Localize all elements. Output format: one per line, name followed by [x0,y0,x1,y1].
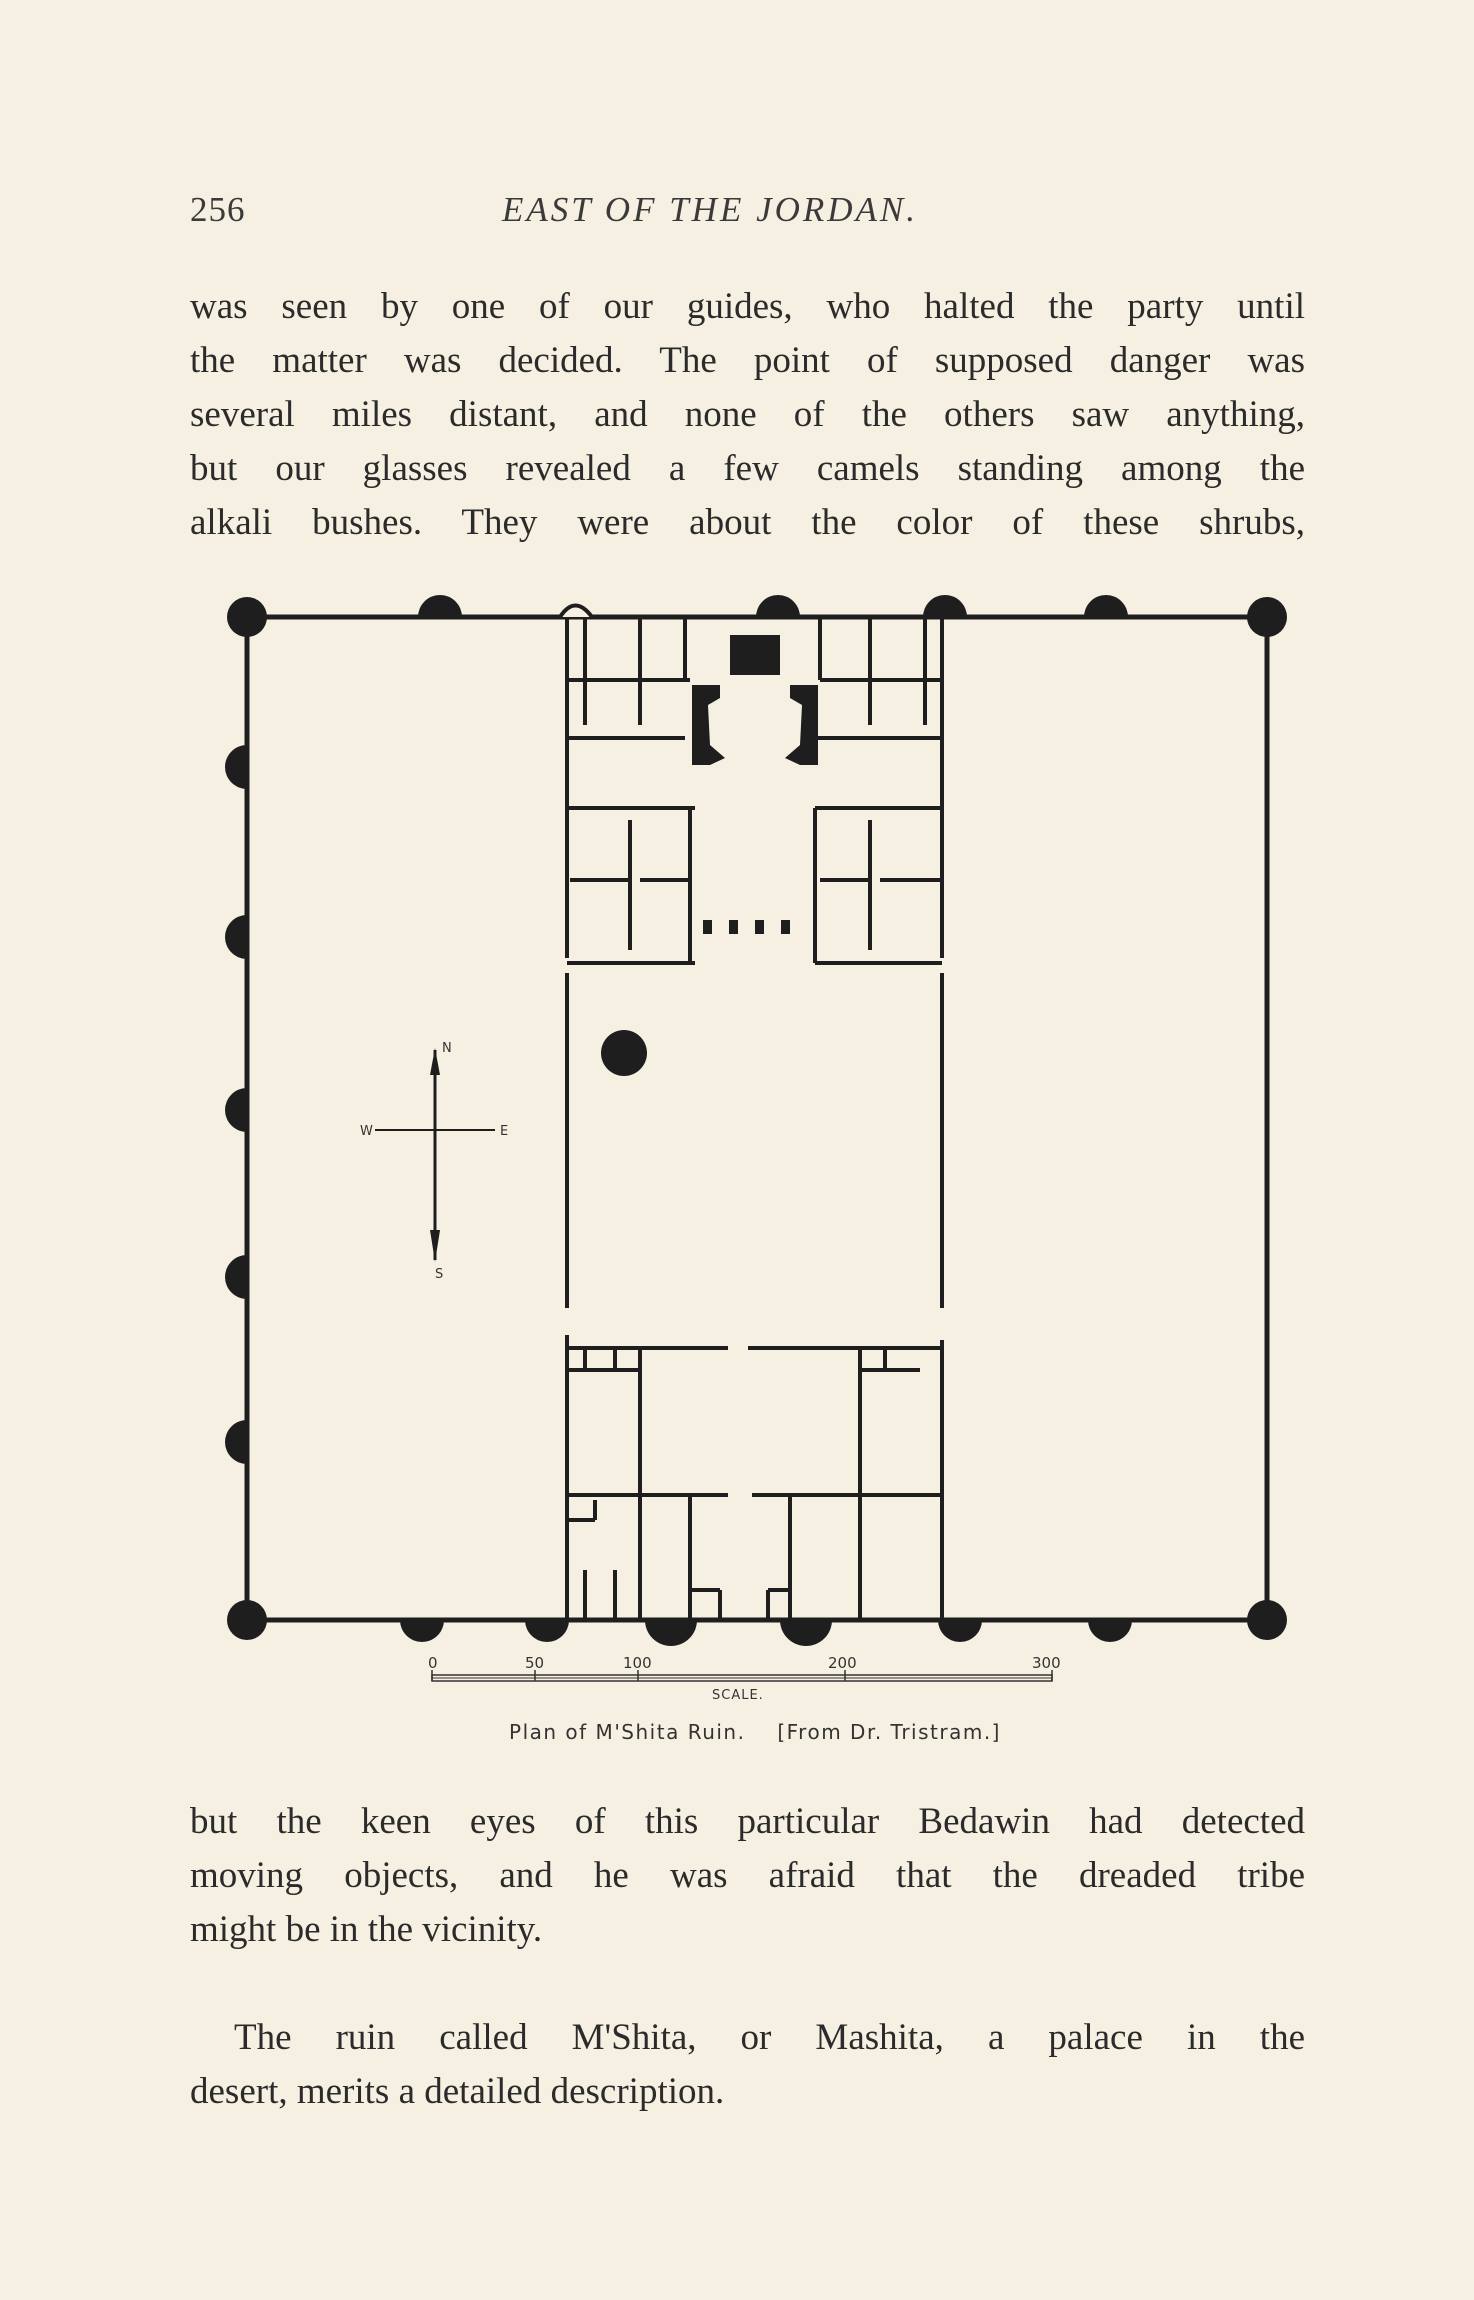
text-line: moving objects, and he was afraid that the dreaded tribe [190,1855,1305,1896]
text-line: the matter was decided. The point of supposed danger was [190,340,1305,381]
figure-caption [220,1720,1290,1744]
text-line: several miles distant, and none of the others saw anything, [190,394,1305,435]
gateway-arch [560,606,592,618]
floor-plan-figure [220,580,1290,1760]
caption-title: Plan of M'Shita Ruin. [509,1720,746,1744]
text-line: but our glasses revealed a few camels standing among the [190,448,1305,489]
compass-east-label: E [500,1124,509,1139]
scale-tick-200: 200 [828,1654,857,1672]
scale-label: SCALE. [712,1688,764,1703]
running-title: EAST OF THE JORDAN. [501,190,919,229]
court-well [601,1030,647,1076]
caption-source: [From Dr. Tristram.] [777,1720,1001,1744]
compass-west-label: W [360,1124,373,1139]
text-line: was seen by one of our guides, who halted the party until [190,286,1305,327]
scale-tick-50: 50 [525,1654,545,1672]
page-number: 256 [190,190,246,229]
paragraph-2 [190,1795,1305,1957]
running-head [190,190,1300,234]
paragraph-3 [190,2011,1305,2119]
scale-tick-0: 0 [428,1654,438,1672]
floor-plan-drawing [220,580,1290,1710]
outer-wall [247,617,1267,1620]
central-hall [692,635,818,934]
towers [225,595,1287,1646]
scale-bar [428,1654,1061,1703]
compass-south-label: S [435,1267,444,1282]
text-line: desert, merits a detailed description. [190,2071,725,2112]
paragraph-1 [190,280,1305,550]
text-line: alkali bushes. They were about the color of these shrubs, [190,502,1305,543]
compass-north-label: N [442,1041,452,1056]
text-line: might be in the vicinity. [190,1909,543,1950]
text-line: The ruin called M'Shita, or Mashita, a palace in the [234,2017,1305,2058]
text-line: but the keen eyes of this particular Bedawin had detected [190,1801,1305,1842]
compass-rose [360,1041,508,1282]
scale-tick-300: 300 [1032,1654,1061,1672]
scale-tick-100: 100 [623,1654,652,1672]
